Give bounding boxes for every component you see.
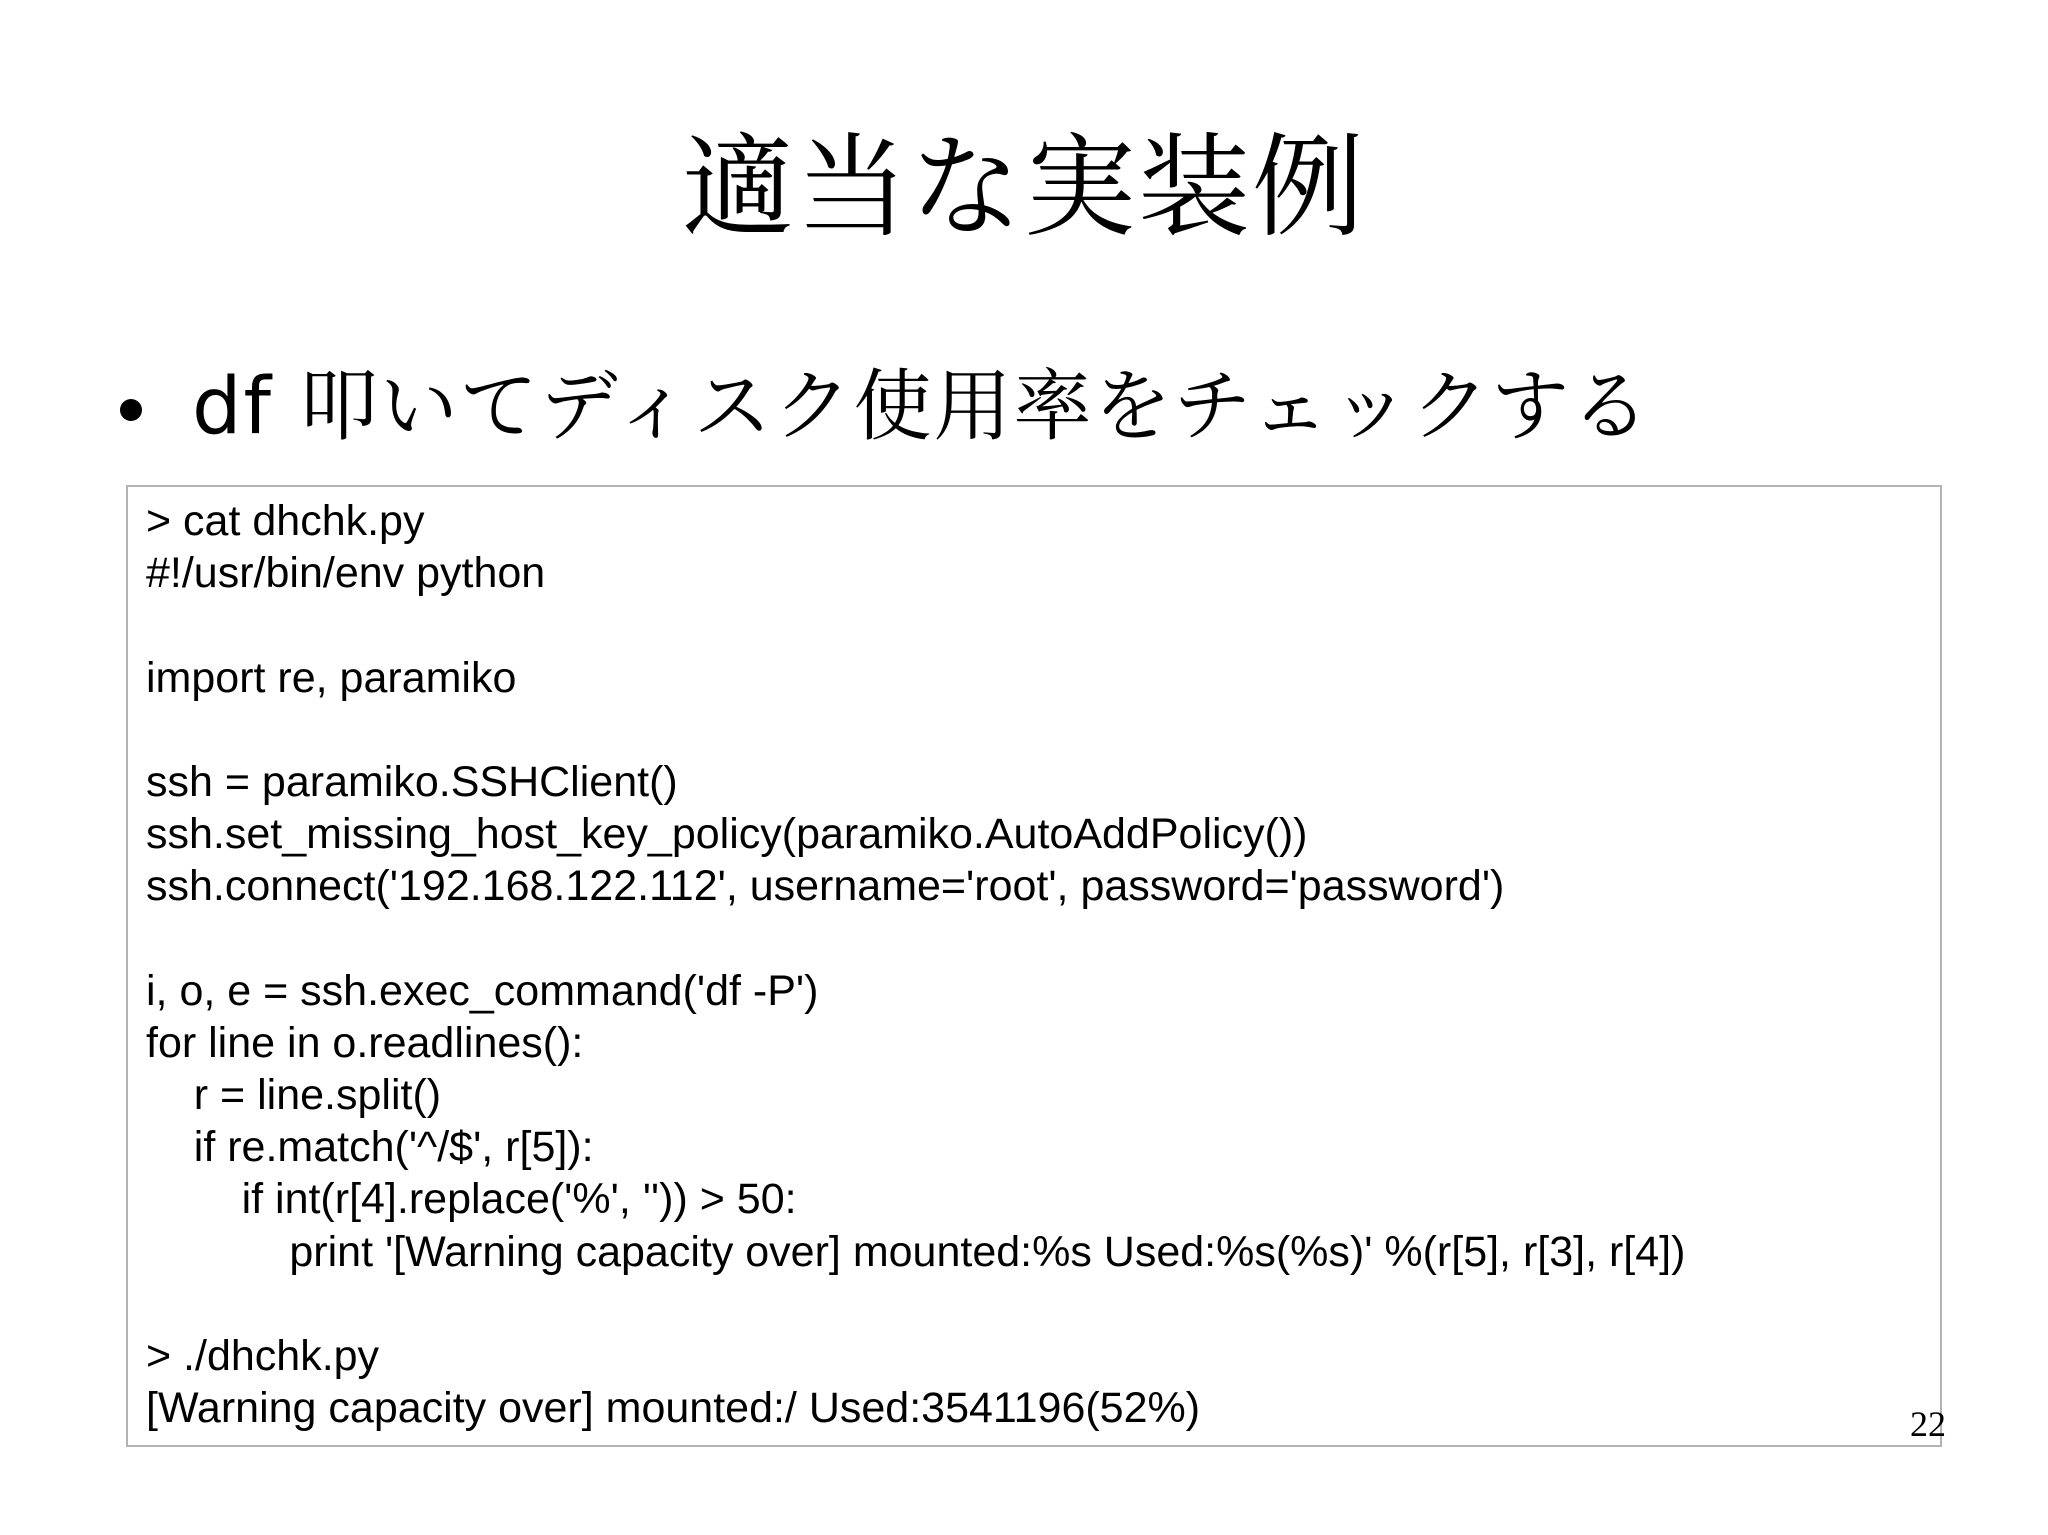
code-line: #!/usr/bin/env python bbox=[146, 549, 546, 598]
code-line: for line in o.readlines(): bbox=[146, 1018, 584, 1067]
bullet-item bbox=[120, 362, 1651, 452]
code-line: > ./dhchk.py bbox=[146, 1332, 380, 1380]
code-line: [Warning capacity over] mounted:/ Used:3541196(52%) bbox=[146, 1384, 1201, 1433]
code-line: if int(r[4].replace('%', '')) > 50: bbox=[146, 1175, 797, 1224]
code-line bbox=[146, 913, 1685, 965]
code-line bbox=[146, 599, 1685, 651]
code-line: if re.match('^/$', r[5]): bbox=[146, 1123, 594, 1172]
code-line: ssh.set_missing_host_key_policy(paramiko.AutoAddPolicy()) bbox=[146, 810, 1308, 859]
slide-title: 適当な実装例 bbox=[682, 123, 1366, 253]
code-line bbox=[146, 704, 1685, 756]
code-lines bbox=[146, 495, 1685, 1434]
bullet-text: df 叩いてディスク使用率をチェックする bbox=[192, 362, 1652, 452]
bullet-icon bbox=[120, 399, 142, 421]
code-line: i, o, e = ssh.exec_command('df -P') bbox=[146, 966, 819, 1015]
code-line: > cat dhchk.py bbox=[146, 497, 425, 545]
page-number: 22 bbox=[1910, 1404, 1946, 1444]
code-line: ssh.connect('192.168.122.112', username='root', password='password') bbox=[146, 862, 1505, 911]
code-line: ssh = paramiko.SSHClient() bbox=[146, 757, 678, 806]
code-line bbox=[146, 1278, 1685, 1330]
code-line: print '[Warning capacity over] mounted:%s Used:%s(%s)' %(r[5], r[3], r[4]) bbox=[146, 1227, 1686, 1276]
code-block bbox=[126, 485, 1942, 1447]
code-line: r = line.split() bbox=[146, 1071, 442, 1120]
code-line: import re, paramiko bbox=[146, 653, 517, 702]
